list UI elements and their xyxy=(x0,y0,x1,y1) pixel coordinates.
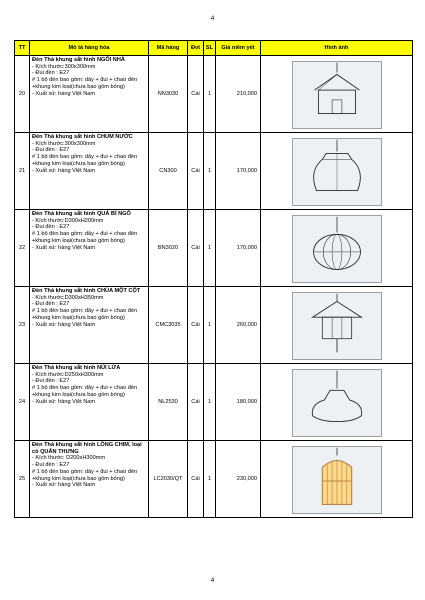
spec-line: - Kích thước: D200xH300mm xyxy=(32,455,106,462)
header-price: Giá niêm yết xyxy=(216,41,261,56)
product-image-cell xyxy=(261,441,413,518)
birdcage-lamp-photo xyxy=(292,446,382,514)
row-number: 20 xyxy=(15,56,30,133)
spec-line: - Đui đèn : E27 xyxy=(32,462,70,469)
spec-line: - Xuất xứ: hàng Việt Nam xyxy=(32,482,96,489)
product-qty: 1 xyxy=(204,287,216,364)
table-row xyxy=(15,441,413,518)
product-qty: 1 xyxy=(204,364,216,441)
product-image-cell xyxy=(261,210,413,287)
page-number-bottom: 4 xyxy=(210,578,215,584)
table-row xyxy=(15,210,413,287)
product-price: 230,000 xyxy=(216,441,261,518)
product-price: 210,000 xyxy=(216,56,261,133)
product-image-cell xyxy=(261,287,413,364)
row-number: 21 xyxy=(15,133,30,210)
product-code: NN3030 xyxy=(149,56,188,133)
spec-line: - Đui đèn : E27 xyxy=(32,224,70,231)
product-code: BN3020 xyxy=(149,210,188,287)
pagoda-wire-lamp-photo xyxy=(292,292,382,360)
jar-wire-lamp-photo xyxy=(292,138,382,206)
product-code: NL2530 xyxy=(149,364,188,441)
product-price: 170,000 xyxy=(216,133,261,210)
spec-line: - Xuất xứ: hàng Việt Nam xyxy=(32,244,96,251)
spec-line: - Xuất xứ: hàng Việt Nam xyxy=(32,321,96,328)
product-image-cell xyxy=(261,56,413,133)
row-number: 25 xyxy=(15,441,30,518)
row-number: 23 xyxy=(15,287,30,364)
product-code: CN300 xyxy=(149,133,188,210)
pumpkin-wire-lamp-photo-svg xyxy=(293,216,381,282)
spec-line: - Đui đèn : E27 xyxy=(32,147,70,154)
product-catalog-table xyxy=(14,40,413,518)
product-title: Đèn Thả khung sắt hình QUẢ BÍ NGÔ xyxy=(32,211,131,217)
product-image-cell xyxy=(261,364,413,441)
header-image: Hình ảnh xyxy=(261,41,413,56)
product-image-cell xyxy=(261,133,413,210)
product-price: 170,000 xyxy=(216,210,261,287)
product-description xyxy=(30,287,149,364)
spec-line: - Đui đèn : E27 xyxy=(32,70,70,77)
row-number: 22 xyxy=(15,210,30,287)
product-unit: Cái xyxy=(188,441,204,518)
product-qty: 1 xyxy=(204,441,216,518)
product-unit: Cái xyxy=(188,364,204,441)
product-title: Đèn Thả khung sắt hình CHÙA MỘT CỘT xyxy=(32,288,141,294)
header-unit: Đvt xyxy=(188,41,204,56)
product-unit: Cái xyxy=(188,56,204,133)
product-title: Đèn Thả khung sắt hình NÚI LỬA xyxy=(32,365,121,371)
table-row xyxy=(15,133,413,210)
house-wire-lamp-photo-svg xyxy=(293,62,381,128)
product-qty: 1 xyxy=(204,133,216,210)
header-tt: TT xyxy=(15,41,30,56)
table-row xyxy=(15,364,413,441)
spec-line: # 1 bộ đèn bao gồm: dây + đui + chao đèn +khung kim loại(chưa bao gồm bóng) xyxy=(32,77,138,90)
table-header-row xyxy=(15,41,413,56)
header-description: Mô tả hàng hóa xyxy=(30,41,149,56)
product-description xyxy=(30,441,149,518)
spec-line: - Kích thước:300x300mm xyxy=(32,63,96,70)
spec-line: - Xuất xứ: hàng Việt Nam xyxy=(32,398,96,405)
spec-line: # 1 bộ đèn bao gồm: dây + đui + chao đèn +khung kim loại(chưa bao gồm bóng) xyxy=(32,308,138,321)
page-number-top: 4 xyxy=(210,16,215,22)
product-title: Đèn Thả khung sắt hình CHUM NƯỚC xyxy=(32,134,133,140)
spec-line: - Kích thước:D250xH300mm xyxy=(32,371,104,378)
header-code: Mã hàng xyxy=(149,41,188,56)
product-unit: Cái xyxy=(188,210,204,287)
product-description xyxy=(30,210,149,287)
product-description xyxy=(30,364,149,441)
jar-wire-lamp-photo-svg xyxy=(293,139,381,205)
header-qty: SL xyxy=(204,41,216,56)
product-code: LC2030/QT xyxy=(149,441,188,518)
spec-line: - Kích thước:300x300mm xyxy=(32,140,96,147)
pagoda-wire-lamp-photo-svg xyxy=(293,293,381,359)
spec-line: # 1 bộ đèn bao gồm: dây + đui + chao đèn +khung kim loại(chưa bao gồm bóng) xyxy=(32,385,138,398)
house-wire-lamp-photo xyxy=(292,61,382,129)
table-row xyxy=(15,56,413,133)
row-number: 24 xyxy=(15,364,30,441)
spec-line: - Đui đèn : E27 xyxy=(32,301,70,308)
birdcage-lamp-photo-svg xyxy=(293,447,381,513)
spec-line: - Đui đèn : E27 xyxy=(32,378,70,385)
product-description xyxy=(30,133,149,210)
product-price: 260,000 xyxy=(216,287,261,364)
spec-line: - Kích thước:D300xH350mm xyxy=(32,294,104,301)
spec-line: # 1 bộ đèn bao gồm: dây + đui + chao đèn +khung kim loại(chưa bao gồm bóng) xyxy=(32,231,138,244)
product-description xyxy=(30,56,149,133)
product-code: CMC3035 xyxy=(149,287,188,364)
spec-line: - Xuất xứ: hàng Việt Nam xyxy=(32,167,96,174)
product-title: Đèn Thả khung sắt hình LỒNG CHIM, loại có QUÂN THƯNG xyxy=(32,442,142,455)
table-row xyxy=(15,287,413,364)
product-unit: Cái xyxy=(188,133,204,210)
volcano-wire-lamp-photo xyxy=(292,369,382,437)
spec-line: - Kích thước:D300xH200mm xyxy=(32,217,104,224)
product-unit: Cái xyxy=(188,287,204,364)
product-price: 180,000 xyxy=(216,364,261,441)
product-qty: 1 xyxy=(204,210,216,287)
pumpkin-wire-lamp-photo xyxy=(292,215,382,283)
spec-line: # 1 bộ đèn bao gồm: dây + đui + chao đèn +khung kim loại(chưa bao gồm bóng) xyxy=(32,468,138,482)
volcano-wire-lamp-photo-svg xyxy=(293,370,381,436)
product-title: Đèn Thả khung sắt hình NGÔI NHÀ xyxy=(32,57,125,63)
spec-line: # 1 bộ đèn bao gồm: dây + đui + chao đèn +khung kim loại(chưa bao gồm bóng) xyxy=(32,154,138,167)
product-qty: 1 xyxy=(204,56,216,133)
spec-line: - Xuất xứ: hàng Việt Nam xyxy=(32,90,96,97)
